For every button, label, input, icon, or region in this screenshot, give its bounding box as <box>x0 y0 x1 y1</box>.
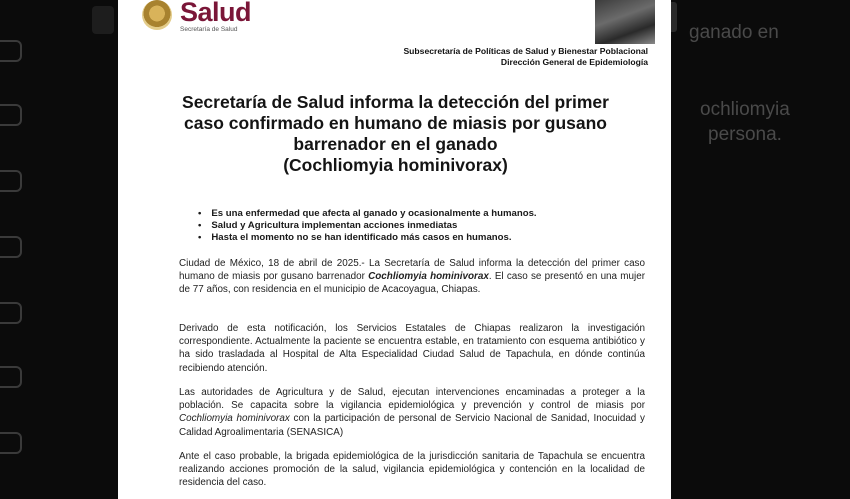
logo-subtitle: Secretaría de Salud <box>180 26 238 33</box>
home-icon[interactable] <box>0 40 22 62</box>
background-post-text: ochliomyia <box>700 99 790 120</box>
office-line: Dirección General de Epidemiología <box>500 56 648 67</box>
list-item: • Hasta el momento no se han identificado más casos en humanos. <box>198 232 537 244</box>
institutional-emblem-image <box>595 0 655 44</box>
office-line: Subsecretaría de Políticas de Salud y Bienestar Poblacional <box>403 46 648 56</box>
grok-icon[interactable] <box>0 302 22 324</box>
press-release-document[interactable] <box>118 0 671 499</box>
logo-wordmark: Salud <box>180 0 252 27</box>
left-nav-rail <box>0 0 40 499</box>
communities-icon[interactable] <box>0 366 22 388</box>
issuing-office <box>403 46 648 67</box>
body-paragraph: Ciudad de México, 18 de abril de 2025.- La Secretaría de Salud informa la detección del primer caso humano de miasis por gusano barrenador Cochliomyia hominivorax. El caso se presentó en una mujer de 77 años, con residencia en el municipio de Acacoyagua, Chiapas. <box>179 258 645 296</box>
body-paragraph: Las autoridades de Agricultura y de Salud, ejecutan intervenciones encaminadas a proteger a la población. Se capacita sobre la vigilancia epidemiológica y prevención y control de miasis por Cochliomyia hominivorax con la participación de personal de Servicio Nacional de Sanidad, Inocuidad y Calidad Agroalimentaria (SENASICA) <box>179 387 645 438</box>
species-name: Cochliomyia hominivorax <box>179 413 290 425</box>
background-post-text: persona. <box>708 124 782 145</box>
title-line: (Cochliomyia hominivorax) <box>283 155 508 175</box>
background-post-text: ganado en <box>689 22 779 43</box>
national-seal-icon <box>142 0 172 30</box>
title-line: Secretaría de Salud informa la detección del primer <box>182 92 609 112</box>
title-line: barrenador en el ganado <box>293 134 498 154</box>
avatar[interactable] <box>92 6 114 34</box>
messages-icon[interactable] <box>0 236 22 258</box>
notifications-icon[interactable] <box>0 170 22 192</box>
title-line: caso confirmado en humano de miasis por gusano <box>184 113 607 133</box>
species-name: Cochliomyia hominivorax <box>368 271 489 283</box>
body-paragraph: Ante el caso probable, la brigada epidemiológica de la jurisdicción sanitaria de Tapachula se encuentra realizando acciones promoción de la salud, vigilancia epidemiológica y contención en la localidad de residencia del caso. <box>179 451 645 489</box>
key-points-list <box>198 208 537 244</box>
salud-logo <box>142 0 251 34</box>
page-title <box>158 92 633 176</box>
search-icon[interactable] <box>0 104 22 126</box>
body-paragraph: Derivado de esta notificación, los Servicios Estatales de Chiapas realizaron la investigación correspondiente. Actualmente la paciente se encuentra estable, en tratamiento con esquema antibiótico y ha sido trasladada al Hospital de Alta Especialidad Ciudad Salud de Tapachula, en dónde continúa recibiendo atención. <box>179 323 645 374</box>
profile-icon[interactable] <box>0 432 22 454</box>
list-item: • Es una enfermedad que afecta al ganado y ocasionalmente a humanos. <box>198 208 537 220</box>
list-item: • Salud y Agricultura implementan acciones inmediatas <box>198 220 537 232</box>
